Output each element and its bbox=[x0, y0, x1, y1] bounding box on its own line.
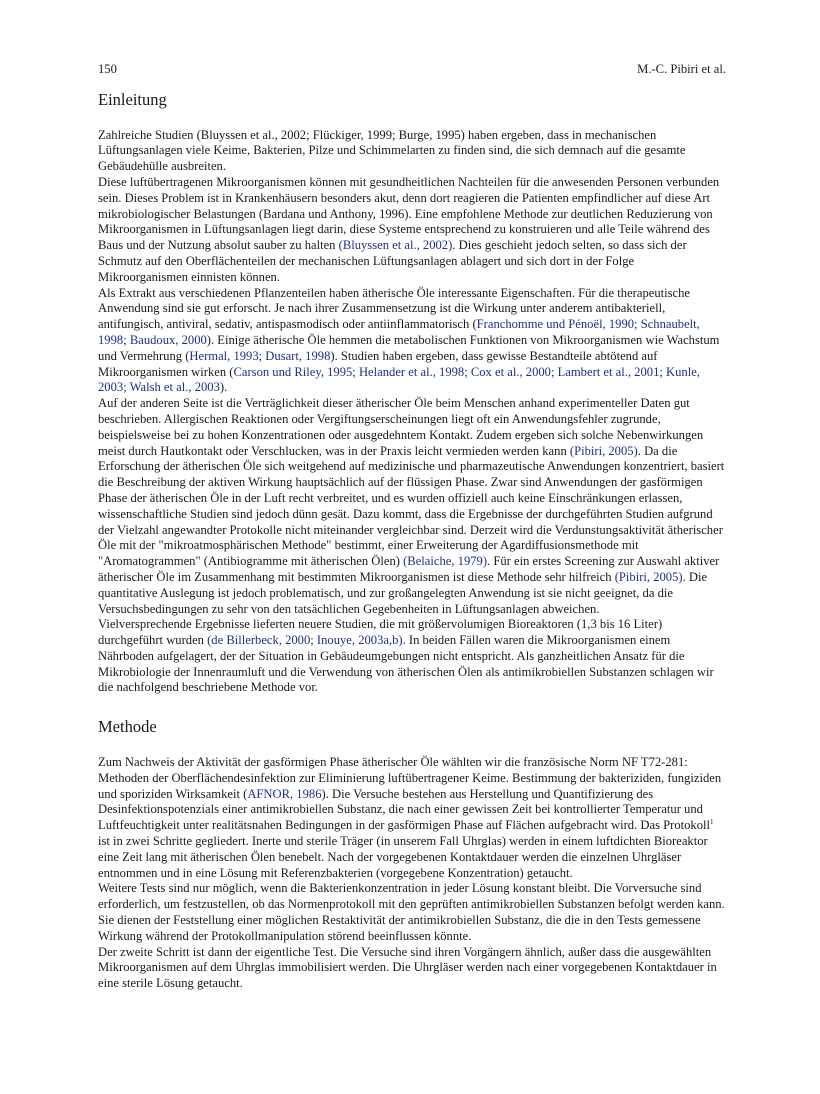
paragraph bbox=[98, 396, 726, 617]
citation-link[interactable]: (Bluyssen et al., 2002) bbox=[338, 238, 453, 253]
citation-link[interactable]: Franchomme und Pénoël, 1990; Schnaubelt, 1998; Baudoux, 2000 bbox=[98, 317, 700, 347]
section-body bbox=[98, 128, 726, 697]
text-run: Der zweite Schritt ist dann der eigentliche Test. Die Versuche sind ihren Vorgängern ähnlich, außer dass die ausgewählten Mikroorganismen auf dem Uhrglas immobilisiert werden. Die Uhrgläser werden nach einer vorgegebenen Kontaktdauer in eine sterile Lösung getaucht. bbox=[98, 944, 717, 991]
paragraph bbox=[98, 617, 726, 696]
citation-link[interactable]: (Pibiri, 2005) bbox=[614, 569, 683, 584]
citation-link[interactable]: AFNOR, 1986 bbox=[247, 786, 322, 801]
text-run: Diese luftübertragenen Mikroorganismen können mit gesundheitlichen Nachteilen für die anwesenden Personen verbunden sein. Dieses Problem ist in Krankenhäusern besonders akut, denn dort reagieren die Patienten empfindlicher auf diese Art mikrobiologischer Belastungen (Bardana und Anthony, 1996). Eine empfohlene Methode zur deutlichen Reduzierung von Mikroorganismen in Lüftungsanlagen liegt darin, diese Systeme entsprechend zu konstruieren und alle Teile während des Baus und der Nutzung absolut sauber zu halten bbox=[98, 174, 720, 253]
text-run: ). bbox=[219, 380, 228, 395]
page-number: 150 bbox=[98, 62, 117, 76]
text-run: . Dies geschieht jedoch selten, so dass sich der Schmutz auf den Oberflächenteilen der mechanischen Lüftungsanlagen ablagert und sich dort in der Folge Mikroorganismen einnisten können. bbox=[98, 238, 687, 284]
citation-link[interactable]: (de Billerbeck, 2000; Inouye, 2003a,b) bbox=[207, 633, 403, 648]
section-title-methode: Methode bbox=[98, 717, 157, 737]
paragraph bbox=[98, 286, 726, 397]
text-run: ). Die Versuche bestehen aus Herstellung und Quantifizierung des Desinfektionspotenzials einer antimikrobiellen Substanz, die nach einer gewissen Zeit bei kontrollierter Temperatur und Luftfeuchtigkeit unter realitätsnahen Bedingungen in der gasförmigen Phase auf Flächen aufgebracht wird. Das Protokoll bbox=[98, 786, 711, 833]
citation-link[interactable]: (Belaiche, 1979) bbox=[403, 554, 488, 569]
running-header bbox=[98, 62, 726, 78]
text-run: Auf der anderen Seite ist die Verträglichkeit dieser ätherischer Öle beim Menschen anhand experimenteller Daten gut beschrieben. Allergischen Reaktionen oder Vergiftungserscheinungen liegt oft ein Anwendungsfehler zugrunde, beispielsweise bei zu hohen Konzentrationen oder ausgedehntem Kontakt. Zudem ergeben sich solche Nebenwirkungen meist durch Hautkontakt oder Verschlucken, was in der Praxis leicht vermieden werden kann bbox=[98, 396, 704, 458]
text-run: ). Studien haben ergeben, dass gewisse Bestandteile abtötend auf Mikroorganismen wirken ( bbox=[98, 348, 658, 379]
section-body bbox=[98, 755, 726, 992]
text-run: . Da die Erforschung der ätherischen Öle sich weitgehend auf medizinische und pharmazeutische Anwendungen konzentriert, basiert die Beschreibung der aktiven Wirkung hauptsächlich auf der flüssigen Phase. Zwar sind Anwendungen der gasförmigen Phase der ätherischen Öle in der Luft recht verbreitet, und es wurden offiziell auch keine Einschränkungen erlassen, wissenschaftliche Studien sind jedoch dünn gesät. Dazu kommt, dass die Ergebnisse der durchgeführten Studien aufgrund der Vielzahl angewandter Protokolle nicht miteinander vergleichbar sind. Derzeit wird die Verdunstungsaktivität ätherischer Öle mit der "mikroatmosphärischen Methode" bestimmt, einer Erweiterung der Agardiffusionsmethode mit "Aromatogrammen" (Antibiogramme mit ätherischen Ölen) bbox=[98, 443, 725, 569]
paragraph bbox=[98, 175, 726, 286]
paragraph bbox=[98, 755, 726, 881]
text-run: Als Extrakt aus verschiedenen Pflanzenteilen haben ätherische Öle interessante Eigenschaften. Für die therapeutische Anwendung sind sie gut erforscht. Je nach ihrer Zusammensetzung ist die Wirkung unter anderem antibakteriell, antifungisch, antiviral, sedativ, antispasmodisch oder antiinflammatorisch ( bbox=[98, 285, 691, 332]
section-title-einleitung: Einleitung bbox=[98, 89, 167, 109]
text-run: . Die quantitative Auslegung ist jedoch problematisch, und zur großangelegten Anwendung ist sie nicht geeignet, da die Versuchsbedingungen zu sehr von den tatsächlichen Gegebenheiten in Lüftungsanlagen abweichen. bbox=[98, 569, 708, 616]
paragraph bbox=[98, 128, 726, 175]
text-run: Zum Nachweis der Aktivität der gasförmigen Phase ätherischer Öle wählten wir die französische Norm NF T72-281: Methoden der Oberflächendesinfektion zur Eliminierung luftübertragener Keime. Bestimmung der bakteriziden, fungiziden und sporiziden Wirksamkeit ( bbox=[98, 755, 722, 801]
text-run: . Für ein erstes Screening zur Auswahl aktiver ätherischer Öle im Zusammenhang mit bestimmten Mikroorganismen ist diese Methode sehr hilfreich bbox=[98, 554, 720, 584]
paragraph bbox=[98, 945, 726, 992]
citation-link[interactable]: (Pibiri, 2005) bbox=[569, 443, 638, 458]
text-run: . In beiden Fällen waren die Mikroorganismen einem Nährboden aufgelagert, der der Situation in Gebäudeumgebungen nicht entspricht. Als ganzheitlichen Ansatz für die Mikrobiologie der Innenraumluft und die Verwendung von ätherischen Ölen als antimikrobiellen Substanzen schlagen wir die nachfolgend beschriebene Methode vor. bbox=[98, 633, 714, 695]
text-run: Zahlreiche Studien (Bluyssen et al., 2002; Flückiger, 1999; Burge, 1995) haben ergeben, dass in mechanischen Lüftungsanlagen viele Keime, Bakterien, Pilze und Schimmelarten zu finden sind, die sich demnach auf die gesamte Gebäudehülle ausbreiten. bbox=[98, 127, 686, 174]
paragraph bbox=[98, 881, 726, 944]
page bbox=[98, 62, 726, 992]
citation-link[interactable]: Carson und Riley, 1995; Helander et al., 1998; Cox et al., 2000; Lambert et al., 2001; Kunle, 2003; Walsh et al., 2003 bbox=[98, 364, 700, 395]
running-authors: M.-C. Pibiri et al. bbox=[637, 62, 726, 76]
text-run: ist in zwei Schritte gegliedert. Inerte und sterile Träger (in unserem Fall Uhrglas) werden in einem luftdichten Bioreaktor eine Zeit lang mit ätherischen Ölen benebelt. Nach der vorgegebenen Kontaktdauer werden die einzelnen Uhrgläser entnommen und in eine Lösung mit Referenzbakterien (vorgegebene Konzentration) getaucht. bbox=[98, 834, 708, 880]
text-run: Vielversprechende Ergebnisse lieferten neuere Studien, die mit größervolumigen Bioreaktoren (1,3 bis 16 Liter) durchgeführt wurden bbox=[98, 617, 663, 648]
footnote-marker: 1 bbox=[710, 818, 714, 827]
text-run: ). Einige ätherische Öle hemmen die metabolischen Funktionen von Mikroorganismen wie Wachstum und Vermehrung ( bbox=[98, 332, 720, 363]
citation-link[interactable]: Hermal, 1993; Dusart, 1998 bbox=[189, 348, 331, 363]
text-run: Weitere Tests sind nur möglich, wenn die Bakterienkonzentration in jeder Lösung konstant bleibt. Die Vorversuche sind erforderlich, um festzustellen, ob das Normenprotokoll mit den geprüften antimikrobiellen Substanzen befolgt werden kann. Sie dienen der Feststellung einer möglichen Restaktivität der antimikrobiellen Substanz, die die in den Tests gemessene Wirkung während der Protokollmanipulation störend beeinflussen könnte. bbox=[98, 881, 725, 943]
